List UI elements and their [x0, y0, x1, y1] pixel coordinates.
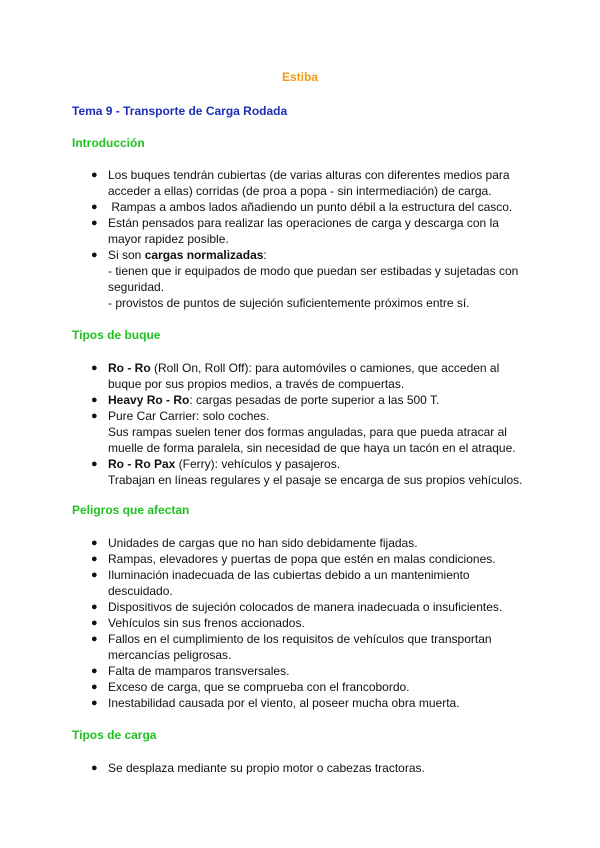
list-item-text: Ro - Ro Pax (Ferry): vehículos y pasajeros. [108, 457, 341, 471]
list-item-text: Ro - Ro (Roll On, Roll Off): para automóviles o camiones, que acceden al [108, 361, 500, 375]
list-item-text: Inestabilidad causada por el viento, al poseer mucha obra muerta. [108, 696, 460, 710]
list-item [0, 760, 600, 776]
list-item-text: Vehículos sin sus frenos accionados. [108, 616, 305, 630]
intro-list [0, 167, 600, 311]
list-item-text: muelle de forma paralela, sin necesidad de que haya un tacón en el atraque. [108, 441, 516, 455]
section-heading-intro: Introducción [72, 136, 145, 150]
section-heading-ship-types: Tipos de buque [72, 328, 161, 342]
bullet-icon: ● [91, 617, 98, 629]
list-item-text: Se desplaza mediante su propio motor o cabezas tractoras. [108, 761, 425, 775]
list-item-text: mercancías peligrosas. [108, 648, 232, 662]
list-item-text: Si son cargas normalizadas: [108, 248, 267, 262]
list-item-text: - tienen que ir equipados de modo que puedan ser estibadas y sujetadas con [108, 264, 519, 278]
list-item [0, 408, 600, 456]
topic-heading: Tema 9 - Transporte de Carga Rodada [72, 104, 288, 118]
bullet-icon: ● [91, 169, 98, 181]
list-item-text: buque por sus propios medios, a través de compuertas. [108, 377, 405, 391]
bullet-icon: ● [91, 697, 98, 709]
list-item-text: Sus rampas suelen tener dos formas anguladas, para que pueda atracar al [108, 425, 507, 439]
section-heading-dangers: Peligros que afectan [72, 503, 190, 517]
ship-types-list [0, 360, 600, 488]
dangers-list [0, 535, 600, 711]
bullet-icon: ● [91, 201, 98, 213]
bullet-icon: ● [91, 410, 98, 422]
list-item [0, 679, 600, 695]
bullet-icon: ● [91, 633, 98, 645]
list-item-text: Los buques tendrán cubiertas (de varias alturas con diferentes medios para [108, 168, 510, 182]
list-item-text: Dispositivos de sujeción colocados de manera inadecuada o insuficientes. [108, 600, 503, 614]
list-item [0, 663, 600, 679]
bullet-icon: ● [91, 665, 98, 677]
bullet-icon: ● [91, 762, 98, 774]
list-item-text: Pure Car Carrier: solo coches. [108, 409, 270, 423]
list-item-text: Están pensados para realizar las operaciones de carga y descarga con la [108, 216, 499, 230]
bullet-icon: ● [91, 537, 98, 549]
section-heading-cargo-types: Tipos de carga [72, 728, 157, 742]
bullet-icon: ● [91, 249, 98, 261]
list-item [0, 456, 600, 488]
document-title: Estiba [281, 70, 318, 84]
list-item-text: Unidades de cargas que no han sido debidamente fijadas. [108, 536, 418, 550]
list-item-text: descuidado. [108, 584, 173, 598]
list-item [0, 615, 600, 631]
list-item [0, 392, 600, 408]
bullet-icon: ● [91, 394, 98, 406]
list-item-text: Falta de mamparos transversales. [108, 664, 290, 678]
list-item [0, 551, 600, 567]
list-item [0, 360, 600, 392]
bullet-icon: ● [91, 217, 98, 229]
list-item-text: - provistos de puntos de sujeción suficientemente próximos entre sí. [108, 296, 470, 310]
list-item [0, 567, 600, 599]
list-item [0, 695, 600, 711]
list-item-text: Iluminación inadecuada de las cubiertas debido a un mantenimiento [108, 568, 470, 582]
list-item [0, 247, 600, 311]
list-item-text: Rampas, elevadores y puertas de popa que estén en malas condiciones. [108, 552, 496, 566]
list-item-text: acceder a ellas) corridas (de proa a popa - sin intermediación) de carga. [108, 184, 492, 198]
bullet-icon: ● [91, 681, 98, 693]
list-item-text: seguridad. [108, 280, 165, 294]
list-item [0, 599, 600, 615]
bullet-icon: ● [91, 569, 98, 581]
bullet-icon: ● [91, 458, 98, 470]
list-item-text: Trabajan en líneas regulares y el pasaje se encarga de sus propios vehículos. [108, 473, 523, 487]
list-item [0, 535, 600, 551]
cargo-types-list [0, 760, 600, 776]
bullet-icon: ● [91, 553, 98, 565]
list-item-text: Rampas a ambos lados añadiendo un punto débil a la estructura del casco. [108, 200, 513, 214]
list-item [0, 167, 600, 199]
list-item-text: Fallos en el cumplimiento de los requisitos de vehículos que transportan [108, 632, 492, 646]
list-item-text: Exceso de carga, que se comprueba con el francobordo. [108, 680, 410, 694]
bullet-icon: ● [91, 362, 98, 374]
bullet-icon: ● [91, 601, 98, 613]
list-item-text: Heavy Ro - Ro: cargas pesadas de porte superior a las 500 T. [108, 393, 440, 407]
list-item-text: mayor rapidez posible. [108, 232, 229, 246]
list-item [0, 199, 600, 215]
list-item [0, 215, 600, 247]
list-item [0, 631, 600, 663]
